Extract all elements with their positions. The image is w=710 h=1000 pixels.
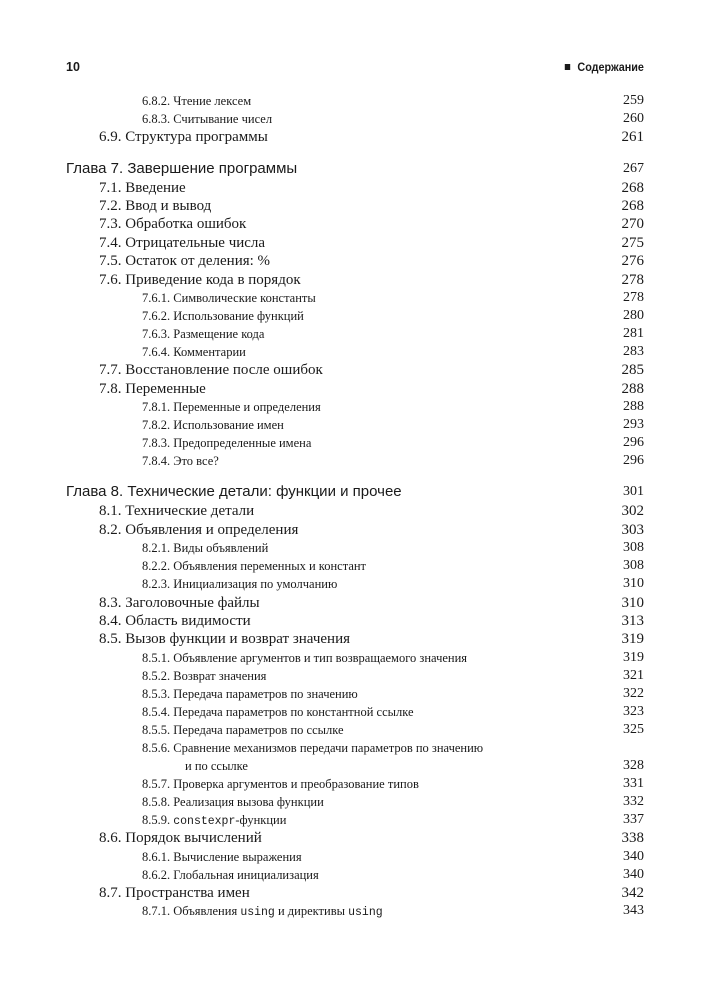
toc-title (99, 253, 270, 269)
toc-title-text: 8.2. Объявления и определения (99, 521, 299, 538)
toc-title (142, 309, 304, 323)
toc-page-number: 322 (623, 685, 644, 701)
toc-title-text: 8.5.9. (142, 813, 174, 828)
toc-title (142, 454, 219, 468)
toc-title-text: 7.6. Приведение кода в порядок (99, 271, 301, 288)
toc-page-number: 261 (621, 129, 644, 146)
toc-title-text: 8.5. Вызов функции и возврат значения (99, 631, 351, 648)
toc-subsection (66, 325, 644, 343)
toc-subsection (66, 703, 644, 721)
toc-title-continuation: и по ссылке (185, 759, 248, 774)
toc-page-number: 296 (623, 453, 644, 469)
toc-title (99, 381, 206, 397)
toc-page-number: 283 (623, 344, 644, 360)
toc-page-number: 281 (623, 326, 644, 342)
toc-title (66, 160, 297, 177)
toc-section (66, 271, 644, 289)
toc-title (142, 541, 268, 555)
toc-subsection (66, 575, 644, 593)
toc-title (99, 198, 211, 214)
toc-title (99, 595, 260, 611)
toc-title-text: 8.5.4. Передача параметров по константной ссылке (142, 704, 414, 719)
toc-page-number: 278 (621, 271, 644, 288)
toc-title (142, 418, 284, 432)
toc-code: using (348, 906, 383, 920)
toc-subsection (66, 902, 644, 920)
toc-title-text: 8.5.5. Передача параметров по ссылке (142, 723, 344, 738)
toc-subsection (66, 866, 644, 884)
toc-page-number: 259 (623, 93, 644, 108)
toc-page-number: 323 (623, 703, 644, 719)
toc-title-text: 7.8.4. Это все? (142, 454, 219, 469)
toc-title (142, 705, 414, 719)
toc-subsection (66, 110, 644, 128)
toc-section (66, 521, 644, 539)
toc-title-text: 7.5. Остаток от деления: % (99, 253, 271, 270)
toc-section (66, 594, 644, 612)
toc-section (66, 215, 644, 233)
toc-page-number: 342 (621, 885, 644, 902)
toc-page-number: 296 (623, 435, 644, 451)
toc-title-text: 8.4. Область видимости (99, 612, 251, 629)
toc-section (66, 197, 644, 215)
toc-title (142, 723, 344, 737)
toc-page-number: 293 (623, 417, 644, 433)
toc-page-number: 303 (621, 521, 644, 538)
toc-page-number: 332 (623, 794, 644, 810)
toc-section (66, 612, 644, 630)
toc-title-text: 7.8.1. Переменные и определения (142, 400, 321, 415)
toc-title (142, 291, 316, 305)
toc-subsection (66, 92, 644, 110)
toc-title-text: 6.9. Структура программы (99, 129, 268, 146)
toc-section (66, 829, 644, 847)
toc-title (99, 129, 268, 145)
toc-page-number: 321 (623, 667, 644, 683)
toc-title-text: 8.3. Заголовочные файлы (99, 594, 260, 611)
toc-subsection (66, 739, 644, 775)
toc-title-text: 8.2.3. Инициализация по умолчанию (142, 577, 338, 592)
toc-section (66, 179, 644, 197)
toc-title (142, 741, 483, 755)
toc-title-text: 8.6.1. Вычисление выражения (142, 849, 302, 864)
toc-page-number: 301 (623, 484, 644, 500)
toc-page-number: 319 (621, 631, 644, 648)
toc-title (99, 631, 350, 647)
toc-page-number: 260 (623, 111, 644, 127)
toc-page-number: 331 (623, 776, 644, 792)
toc-page-number: 313 (621, 612, 644, 629)
toc-title-text: 8.1. Технические детали (99, 503, 255, 520)
toc-title (142, 795, 324, 809)
toc-subsection (66, 649, 644, 667)
toc-title (142, 436, 311, 450)
toc-page-number: 285 (621, 362, 644, 379)
toc-page-number: 276 (621, 253, 644, 270)
toc-page-number: 267 (623, 160, 644, 176)
toc-title (99, 180, 186, 196)
toc-title (99, 885, 250, 901)
toc-title (142, 777, 419, 791)
toc-subsection (66, 307, 644, 325)
toc-title (99, 235, 265, 251)
toc-subsection (66, 289, 644, 307)
toc-title-text: 7.7. Восстановление после ошибок (99, 362, 323, 379)
toc-title-text: 8.2.2. Объявления переменных и констант (142, 559, 367, 574)
toc-title (142, 94, 251, 108)
toc-title-text: 8.7. Пространства имен (99, 885, 250, 902)
toc-title (142, 904, 383, 918)
toc-title-text: 8.6. Порядок вычислений (99, 830, 262, 847)
toc-title-text: 7.8.2. Использование имен (142, 418, 284, 433)
toc-page-number: 319 (623, 649, 644, 665)
toc-page-number: 280 (623, 308, 644, 324)
toc-title (99, 613, 251, 629)
toc-title (142, 669, 266, 683)
toc-page-number: 302 (621, 503, 644, 520)
toc-title-text: 7.8.3. Предопределенные имена (142, 436, 312, 451)
toc-title (142, 559, 366, 573)
toc-page-number: 343 (623, 903, 644, 919)
toc-title (142, 577, 337, 591)
toc-page-number: 310 (621, 594, 644, 611)
toc-section (66, 234, 644, 252)
toc-title-text: 7.1. Введение (99, 179, 186, 196)
toc-title (99, 216, 246, 232)
toc-title-text: 7.4. Отрицательные числа (99, 234, 266, 251)
toc-title-text: 7.6.3. Размещение кода (142, 327, 265, 342)
toc-subsection (66, 721, 644, 739)
toc-page-number: 308 (623, 558, 644, 574)
toc-title (142, 651, 467, 665)
toc-title (99, 522, 298, 538)
toc-subsection (66, 848, 644, 866)
toc-title-text: 8.5.8. Реализация вызова функции (142, 795, 324, 810)
toc-subsection (66, 667, 644, 685)
running-title-text: Содержание (577, 60, 644, 74)
toc-page-number: 268 (621, 197, 644, 214)
toc-subsection (66, 685, 644, 703)
toc-page-number: 278 (623, 289, 644, 305)
toc-section (66, 502, 644, 520)
toc-title-text: Глава 8. Технические детали: функции и прочее (66, 483, 402, 501)
toc-title (66, 483, 402, 500)
toc-title-text: 6.8.2. Чтение лексем (142, 94, 252, 108)
toc-title (142, 345, 246, 359)
page-number: 10 (66, 60, 80, 74)
toc-page-number: 268 (621, 179, 644, 196)
toc-subsection (66, 343, 644, 361)
table-of-contents (66, 92, 644, 921)
toc-title-text: -функции (235, 813, 287, 828)
toc-title-text: 8.5.3. Передача параметров по значению (142, 686, 358, 701)
toc-title (142, 850, 302, 864)
toc-title (142, 868, 319, 882)
toc-code: constexpr (173, 815, 236, 829)
toc-page-number: 337 (623, 812, 644, 828)
running-title (565, 60, 644, 74)
toc-section (66, 630, 644, 648)
toc-chapter (66, 482, 644, 502)
toc-title-text: 8.5.2. Возврат значения (142, 668, 267, 683)
toc-page-number: 288 (621, 380, 644, 397)
toc-title (142, 327, 264, 341)
toc-title-text: 6.8.3. Считывание чисел (142, 112, 273, 127)
toc-title-text: Глава 7. Завершение программы (66, 159, 298, 177)
toc-page-number: 325 (623, 722, 644, 738)
toc-title-text: 8.7.1. Объявления (142, 904, 241, 919)
toc-code: using (240, 906, 275, 920)
toc-page-number: 340 (623, 848, 644, 864)
toc-title-text: 8.6.2. Глобальная инициализация (142, 867, 319, 882)
toc-section (66, 380, 644, 398)
toc-title-text: 8.5.7. Проверка аргументов и преобразование типов (142, 777, 419, 792)
toc-title-text: 7.3. Обработка ошибок (99, 216, 247, 233)
toc-title-text: 8.5.6. Сравнение механизмов передачи параметров по значению (142, 741, 484, 756)
toc-section (66, 361, 644, 379)
square-bullet-icon (565, 64, 570, 70)
toc-title (142, 400, 321, 414)
toc-title-text: 8.2.1. Виды объявлений (142, 541, 269, 556)
page-header (66, 60, 644, 76)
toc-title (142, 112, 272, 126)
toc-page-number: 338 (621, 830, 644, 847)
toc-title-text: 8.5.1. Объявление аргументов и тип возвращаемого значения (142, 650, 468, 665)
toc-section (66, 252, 644, 270)
toc-page-number: 328 (623, 758, 644, 774)
toc-title-text: 7.6.2. Использование функций (142, 309, 304, 324)
toc-subsection (66, 557, 644, 575)
toc-title (142, 687, 358, 701)
toc-section (66, 884, 644, 902)
toc-page-number: 270 (621, 216, 644, 233)
toc-title (99, 830, 262, 846)
toc-page-number: 308 (623, 540, 644, 556)
toc-subsection (66, 416, 644, 434)
toc-title-text: 7.6.4. Комментарии (142, 345, 246, 360)
toc-title (99, 503, 254, 519)
toc-title-text: 7.6.1. Символические константы (142, 290, 316, 305)
toc-title (99, 362, 323, 378)
toc-subsection (66, 775, 644, 793)
toc-title-text: 7.2. Ввод и вывод (99, 197, 212, 214)
toc-page-number: 288 (623, 399, 644, 415)
toc-section (66, 128, 644, 146)
toc-page-number: 310 (623, 576, 644, 592)
toc-subsection (66, 398, 644, 416)
toc-title (99, 272, 301, 288)
toc-subsection (66, 539, 644, 557)
toc-chapter (66, 159, 644, 179)
toc-title-text: 7.8. Переменные (99, 380, 206, 397)
toc-subsection (66, 452, 644, 470)
toc-page-number: 275 (621, 234, 644, 251)
toc-subsection (66, 811, 644, 829)
toc-subsection (66, 793, 644, 811)
toc-page-number: 340 (623, 866, 644, 882)
toc-title (142, 813, 286, 827)
toc-title-text: и директивы (274, 904, 349, 919)
toc-subsection (66, 434, 644, 452)
